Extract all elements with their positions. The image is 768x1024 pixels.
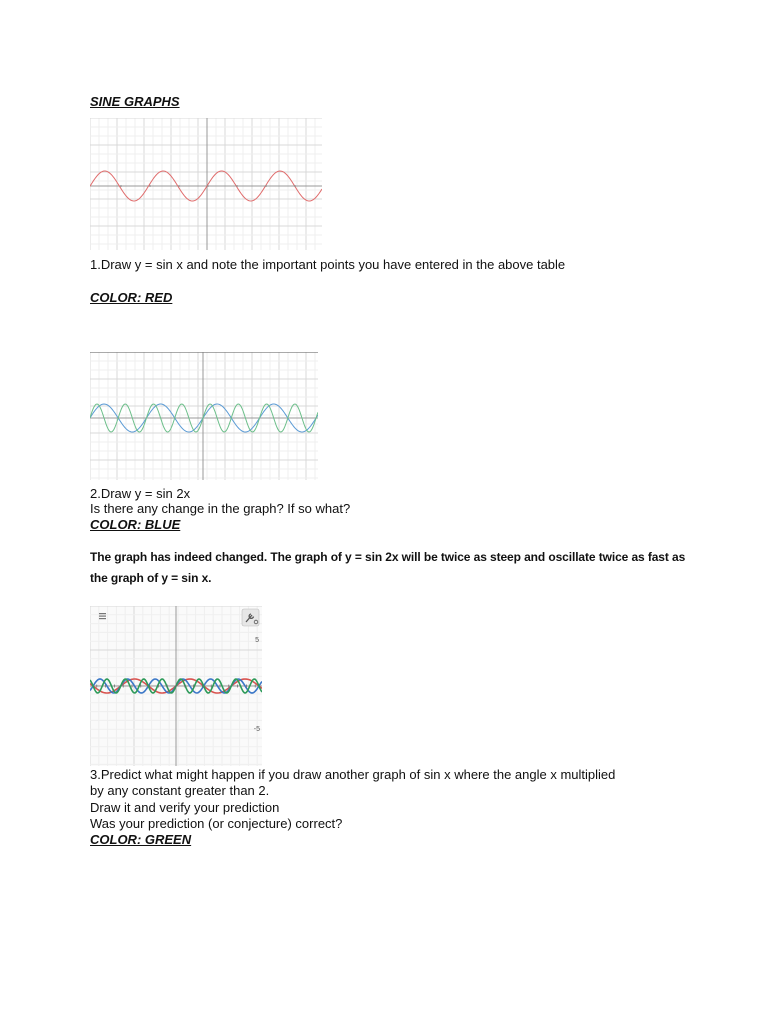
- answer-line-2: the graph of y = sin x.: [90, 571, 212, 585]
- axis-point: [120, 185, 122, 187]
- question-1-color: COLOR: RED: [90, 290, 173, 305]
- question-3-line-2: by any constant greater than 2.: [90, 783, 270, 798]
- sine-graph-3: [90, 606, 262, 766]
- axis-point: [236, 185, 238, 187]
- axis-point: [294, 185, 296, 187]
- sine-graph-2: [90, 352, 318, 480]
- question-3-color: COLOR: GREEN: [90, 832, 192, 847]
- menu-icon[interactable]: [99, 613, 106, 619]
- question-2-line-1: 2.Draw y = sin 2x: [90, 486, 191, 501]
- axis-point: [265, 185, 267, 187]
- question-3-line-4: Was your prediction (or conjecture) correct?: [90, 816, 343, 831]
- question-3-line-1: 3.Predict what might happen if you draw another graph of sin x where the angle x multiplied: [90, 767, 616, 782]
- axis-point: [207, 185, 209, 187]
- y-tick-label-top: 5: [255, 637, 259, 644]
- question-3-line-3: Draw it and verify your prediction: [90, 800, 280, 815]
- axis-point: [149, 185, 151, 187]
- sine-graph-1: [90, 118, 322, 250]
- answer-line-1: The graph has indeed changed. The graph of y = sin 2x will be twice as steep and oscillate twice as fast as: [90, 550, 686, 564]
- page-title: SINE GRAPHS: [90, 94, 180, 109]
- axis-point: [178, 185, 180, 187]
- y-tick-label-bottom: -5: [253, 726, 260, 733]
- wrench-icon[interactable]: [242, 609, 259, 626]
- question-2-line-2: Is there any change in the graph? If so what?: [90, 501, 351, 516]
- question-2-color: COLOR: BLUE: [90, 517, 181, 532]
- question-1-text: 1.Draw y = sin x and note the important points you have entered in the above table: [90, 257, 566, 272]
